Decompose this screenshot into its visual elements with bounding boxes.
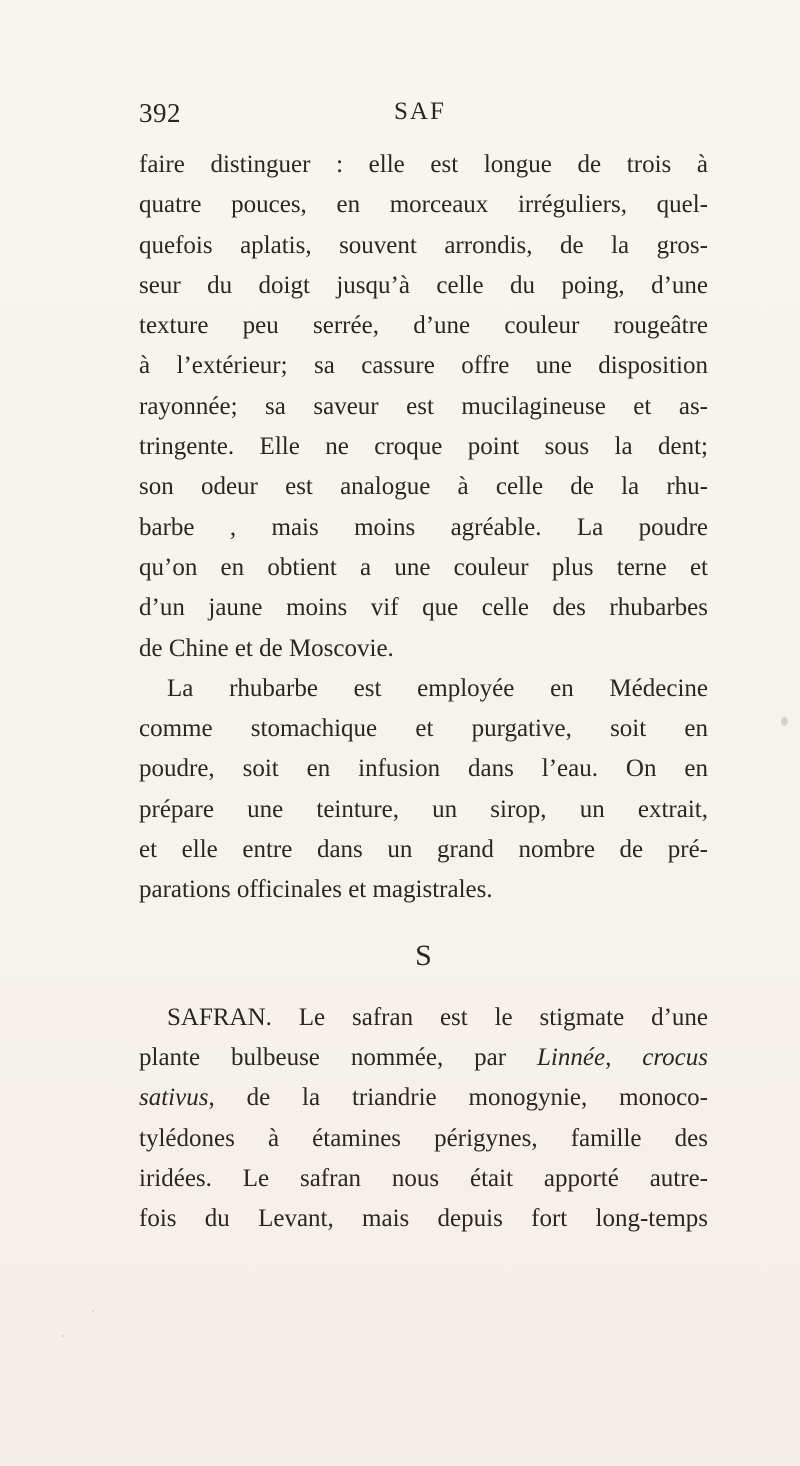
text-line bbox=[139, 1038, 708, 1078]
page-number: 392 bbox=[139, 98, 181, 128]
page-header bbox=[139, 98, 699, 138]
paragraph-rhubarb-description bbox=[139, 145, 708, 669]
text-line: barbe , mais moins agréable. La poudre bbox=[139, 513, 708, 541]
text-line: prépare une teinture, un sirop, un extrait, bbox=[139, 795, 708, 823]
text-line: rayonnée; sa saveur est mucilagineuse et as- bbox=[139, 392, 708, 420]
text-line: seur du doigt jusqu’à celle du poing, d’une bbox=[139, 271, 708, 299]
text-line: comme stomachique et purgative, soit en bbox=[139, 715, 708, 743]
text-line: quefois aplatis, souvent arrondis, de la gros- bbox=[139, 231, 708, 259]
text-line: de Chine et de Moscovie. bbox=[139, 634, 394, 662]
paper-spot bbox=[62, 1335, 64, 1337]
text-line: qu’on en obtient a une couleur plus terne et bbox=[139, 553, 708, 581]
text-line: faire distinguer : elle est longue de trois à bbox=[139, 151, 708, 178]
body-text bbox=[139, 145, 708, 1239]
text-line: SAFRAN. Le safran est le stigmate d’une bbox=[167, 1003, 708, 1031]
text-line: poudre, soit en infusion dans l’eau. On en bbox=[139, 755, 708, 783]
text-line bbox=[139, 1078, 708, 1118]
paragraph-safran bbox=[139, 998, 708, 1240]
text-line: La rhubarbe est employée en Médecine bbox=[167, 674, 708, 702]
text-segment: plante bulbeuse nommée, par bbox=[139, 1043, 538, 1071]
text-line: fois du Levant, mais depuis fort long-temps bbox=[139, 1205, 708, 1233]
text-line: son odeur est analogue à celle de la rhu- bbox=[139, 473, 708, 501]
text-line: et elle entre dans un grand nombre de pré- bbox=[139, 836, 708, 864]
paragraph-rhubarb-uses bbox=[139, 669, 708, 911]
text-line: texture peu serrée, d’une couleur rougeâtre bbox=[139, 312, 708, 340]
text-line: quatre pouces, en morceaux irréguliers, quel- bbox=[139, 191, 708, 219]
text-segment: , de la triandrie monogynie, monoco- bbox=[208, 1084, 708, 1112]
italic-taxon-name: Linnée, crocus bbox=[537, 1043, 708, 1071]
text-line: à l’extérieur; sa cassure offre une disposition bbox=[139, 352, 708, 380]
text-line: tringente. Elle ne croque point sous la dent; bbox=[139, 433, 708, 461]
text-line: iridées. Le safran nous était apporté autre- bbox=[139, 1164, 708, 1192]
text-line: tylédones à étamines périgynes, famille des bbox=[139, 1124, 708, 1152]
text-line: parations officinales et magistrales. bbox=[139, 876, 493, 904]
text-line: d’un jaune moins vif que celle des rhubarbes bbox=[139, 594, 708, 622]
section-letter-heading: S bbox=[415, 938, 432, 972]
paper-spot bbox=[781, 717, 788, 726]
running-head: SAF bbox=[394, 98, 446, 125]
paper-spot bbox=[92, 1310, 94, 1312]
italic-taxon-name: sativus bbox=[139, 1084, 209, 1112]
